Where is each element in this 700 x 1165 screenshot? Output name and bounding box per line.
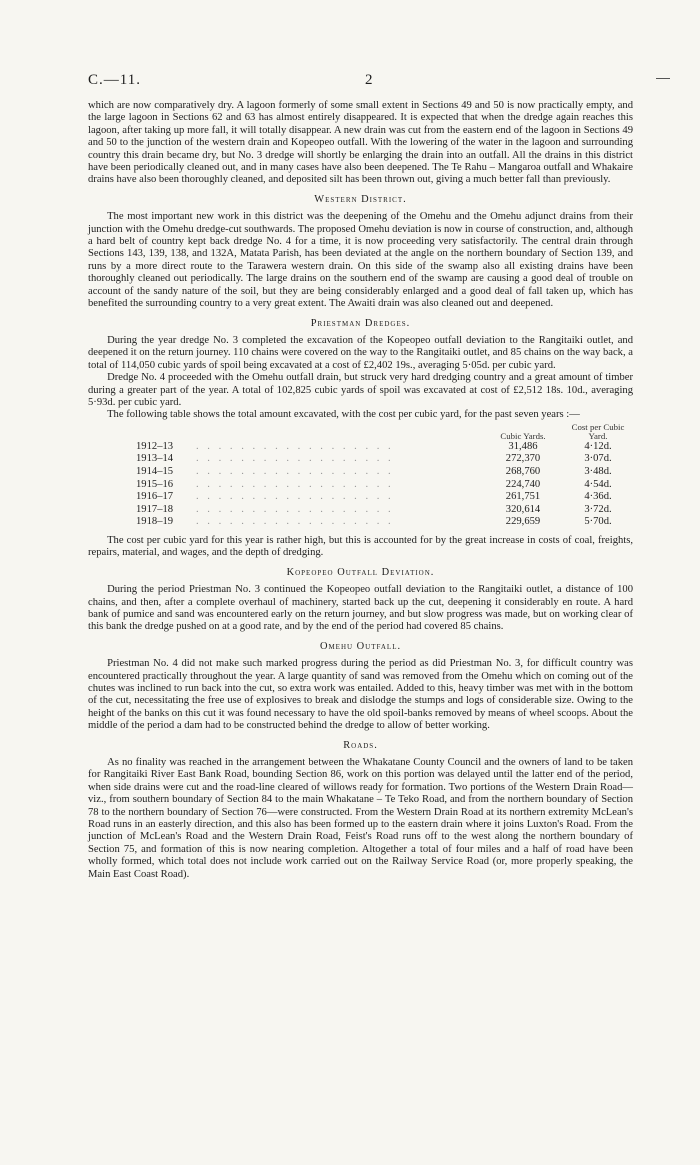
table-row xyxy=(88,504,633,517)
year-cell: 1916–17 xyxy=(136,491,174,503)
table-row xyxy=(88,466,633,479)
column-header-cost-per-cubic-yard: Cost per Cubic Yard. xyxy=(571,421,625,441)
table-row xyxy=(88,516,633,529)
cost-cell: 5·70d. xyxy=(584,516,612,528)
cost-cell: 4·54d. xyxy=(584,478,612,490)
year-cell: 1913–14 xyxy=(136,453,174,465)
report-reference: C.—11. xyxy=(88,72,141,88)
cubic-yards-cell: 229,659 xyxy=(505,516,541,528)
leader-dots: . . . . . . . . . . . . . . . . . . xyxy=(196,465,394,477)
paragraph-table-intro: The following table shows the total amount excavated, with the cost per cubic yard, for the past seven years :— xyxy=(107,409,580,421)
year-cell: 1915–16 xyxy=(136,478,174,490)
cost-cell: 4·12d. xyxy=(584,440,612,452)
year-cell: 1917–18 xyxy=(136,503,174,515)
leader-dots: . . . . . . . . . . . . . . . . . . xyxy=(196,491,394,503)
leader-dots: . . . . . . . . . . . . . . . . . . xyxy=(196,440,394,452)
paragraph-omehu: Priestman No. 4 did not make such marked progress during the period as did Priestman No. 3, for difficult country was encountered practically throughout the year. A large quantity of sand was removed from the Omehu which on coming out of the chutes was inclined to run back into the cut, so extra work was entailed. Added to this, heavy timber was met with in the bottom of the cut, necessitating the free use of explosives to break and dislodge the stumps and logs of considerable size. Owing to the height of the banks on this cut it was found necessary to have the old spoil-banks removed by means of wheel scoops. About the middle of the period a dam had to be constructed behind the dredge to allow of better working. xyxy=(88,658,633,732)
paragraph-cost-note: The cost per cubic yard for this year is rather high, but this is accounted for by the great increase in costs of coal, freights, repairs, material, and wages, and the depth of dredging. xyxy=(88,534,633,559)
cubic-yards-cell: 224,740 xyxy=(505,478,541,490)
section-heading-roads: Roads. xyxy=(343,739,378,751)
section-heading-western-district: Western District. xyxy=(314,193,407,205)
year-cell: 1912–13 xyxy=(136,440,174,452)
year-cell: 1914–15 xyxy=(136,465,174,477)
table-header-row xyxy=(88,423,633,441)
table-row xyxy=(88,453,633,466)
paragraph-roads: As no finality was reached in the arrangement between the Whakatane County Council and the owners of land to be taken for Rangitaiki River East Bank Road, bounding Section 86, work on this portion was delayed until the latter end of the period, when side drains were cut and the road-line cleared of willows ready for formation. Two portions of the Western Drain Road—viz., from southern boundary of Section 84 to the main Whakatane – Te Teko Road, and from the northern boundary of Section 78 to the northern boundary of Section 76—were constructed. From the Western Drain Road at its northern extremity McLean's Road runs in an easterly direction, and this also has been formed up to the eastern drain where it joins Luxton's Road. From the junction of McLean's Road and the Western Drain Road, Feist's Road runs off to the west along the northern boundary of Section 75, and formation of this is now nearing completion. Altogether a total of four miles and a half of road have been wholly formed, which total does not include work carried out on the Railway Service Road (or, more properly speaking, the Main East Coast Road). xyxy=(88,757,633,880)
cost-cell: 3·48d. xyxy=(584,465,612,477)
section-heading-kopeopeo-outfall-deviation: Kopeopeo Outfall Deviation. xyxy=(286,566,435,578)
paragraph-western-district: The most important new work in this district was the deepening of the Omehu and the Omehu adjunct drains from their junction with the Omehu dredge-cut southwards. The proposed Omehu deviation is now in course of construction, and, although a hard belt of country kept back dredge No. 4 for a time, it is now proceeding very satisfactorily. The central drain through Sections 143, 139, 138, and 132A, Matata Parish, has been deviated at the angle on the northern boundary of Section 139, and runs by a more direct route to the Tarawera western drain. On this side of the swamp also all existing drains have been thoroughly cleaned out periodically. The large drains on the southern end of the swamp are causing a good deal of trouble on account of the sandy nature of the soil, but they are being considerably enlarged and a good deal of fall taken up, which has benefited the surrounding country to a very great extent. The Awaiti drain was also cleaned out and deepened. xyxy=(88,211,633,310)
paragraph-kopeopeo: During the period Priestman No. 3 continued the Kopeopeo outfall deviation to the Rangitaiki outlet, a distance of 100 chains, and then, after a complete overhaul of machinery, started back up the cut, deepening it considerably en route. A hard bank of pumice and sand was encountered early on the return journey, and but slow progress was made, but on working clear of this bank the dredge pushed on at a good rate, and by the end of the period had covered 85 chains. xyxy=(88,584,633,633)
section-heading-priestman-dredges: Priestman Dredges. xyxy=(310,317,411,329)
paragraph-dredge-4: Dredge No. 4 proceeded with the Omehu outfall drain, but struck very hard dredging country and a great amount of timber during a greater part of the year. A total of 102,825 cubic yards of spoil was excavated at cost of £2,512 18s. 10d., averaging 5·93d. per cubic yard. xyxy=(88,372,633,408)
margin-mark xyxy=(656,78,670,79)
cubic-yards-cell: 261,751 xyxy=(505,491,541,503)
cubic-yards-cell: 31,486 xyxy=(508,440,538,452)
excavation-cost-table xyxy=(88,423,633,529)
table-row xyxy=(88,491,633,504)
cubic-yards-cell: 272,370 xyxy=(505,453,541,465)
cost-cell: 3·72d. xyxy=(584,503,612,515)
table-row xyxy=(88,479,633,492)
cost-cell: 3·07d. xyxy=(584,453,612,465)
leader-dots: . . . . . . . . . . . . . . . . . . xyxy=(196,503,394,515)
body-text xyxy=(88,100,633,881)
paragraph-dredge-3: During the year dredge No. 3 completed the excavation of the Kopeopeo outfall deviation to the Rangitaiki outlet, and deepened it on the return journey. 110 chains were covered on the way to the Rangitaiki outlet, and 85 chains on the way back, a total of 114,050 cubic yards of spoil being excavated at a cost of £2,402 19s., averaging 5·05d. per cubic yard. xyxy=(88,334,633,371)
leader-dots: . . . . . . . . . . . . . . . . . . xyxy=(196,453,394,465)
page-number: 2 xyxy=(365,72,373,88)
column-header-cubic-yards: Cubic Yards. xyxy=(500,430,546,441)
cost-cell: 4·36d. xyxy=(584,491,612,503)
leader-dots: . . . . . . . . . . . . . . . . . . xyxy=(196,516,394,528)
table-row xyxy=(88,441,633,454)
paragraph-continued: which are now comparatively dry. A lagoon formerly of some small extent in Sections 49 and 50 is now practically empty, and the large lagoon in Sections 62 and 63 has almost entirely disappeared. It is expected that when the dredge again reaches this lagoon, after taking up more fall, it will totally disappear. A new drain was cut from the eastern end of the lagoon in Sections 49 and 50 to the junction of the western drain and Kopeopeo outfall. With the lowering of the water in the lagoon and surrounding country this drain became dry, but No. 3 dredge will shortly be enlarging the drain into an outfall. All the drains in this district have been periodically cleaned out, and in many cases have also been deepened. The Te Rahu – Mangaroa outfall and Whakaire drains have also been thoroughly cleaned, and deposited silt has been thrown out, giving a much better fall than previously. xyxy=(88,100,633,186)
page-header xyxy=(88,72,648,94)
section-heading-omehu-outfall: Omehu Outfall. xyxy=(319,640,402,652)
cubic-yards-cell: 268,760 xyxy=(505,465,541,477)
leader-dots: . . . . . . . . . . . . . . . . . . xyxy=(196,478,394,490)
year-cell: 1918–19 xyxy=(136,516,174,528)
cubic-yards-cell: 320,614 xyxy=(505,503,541,515)
